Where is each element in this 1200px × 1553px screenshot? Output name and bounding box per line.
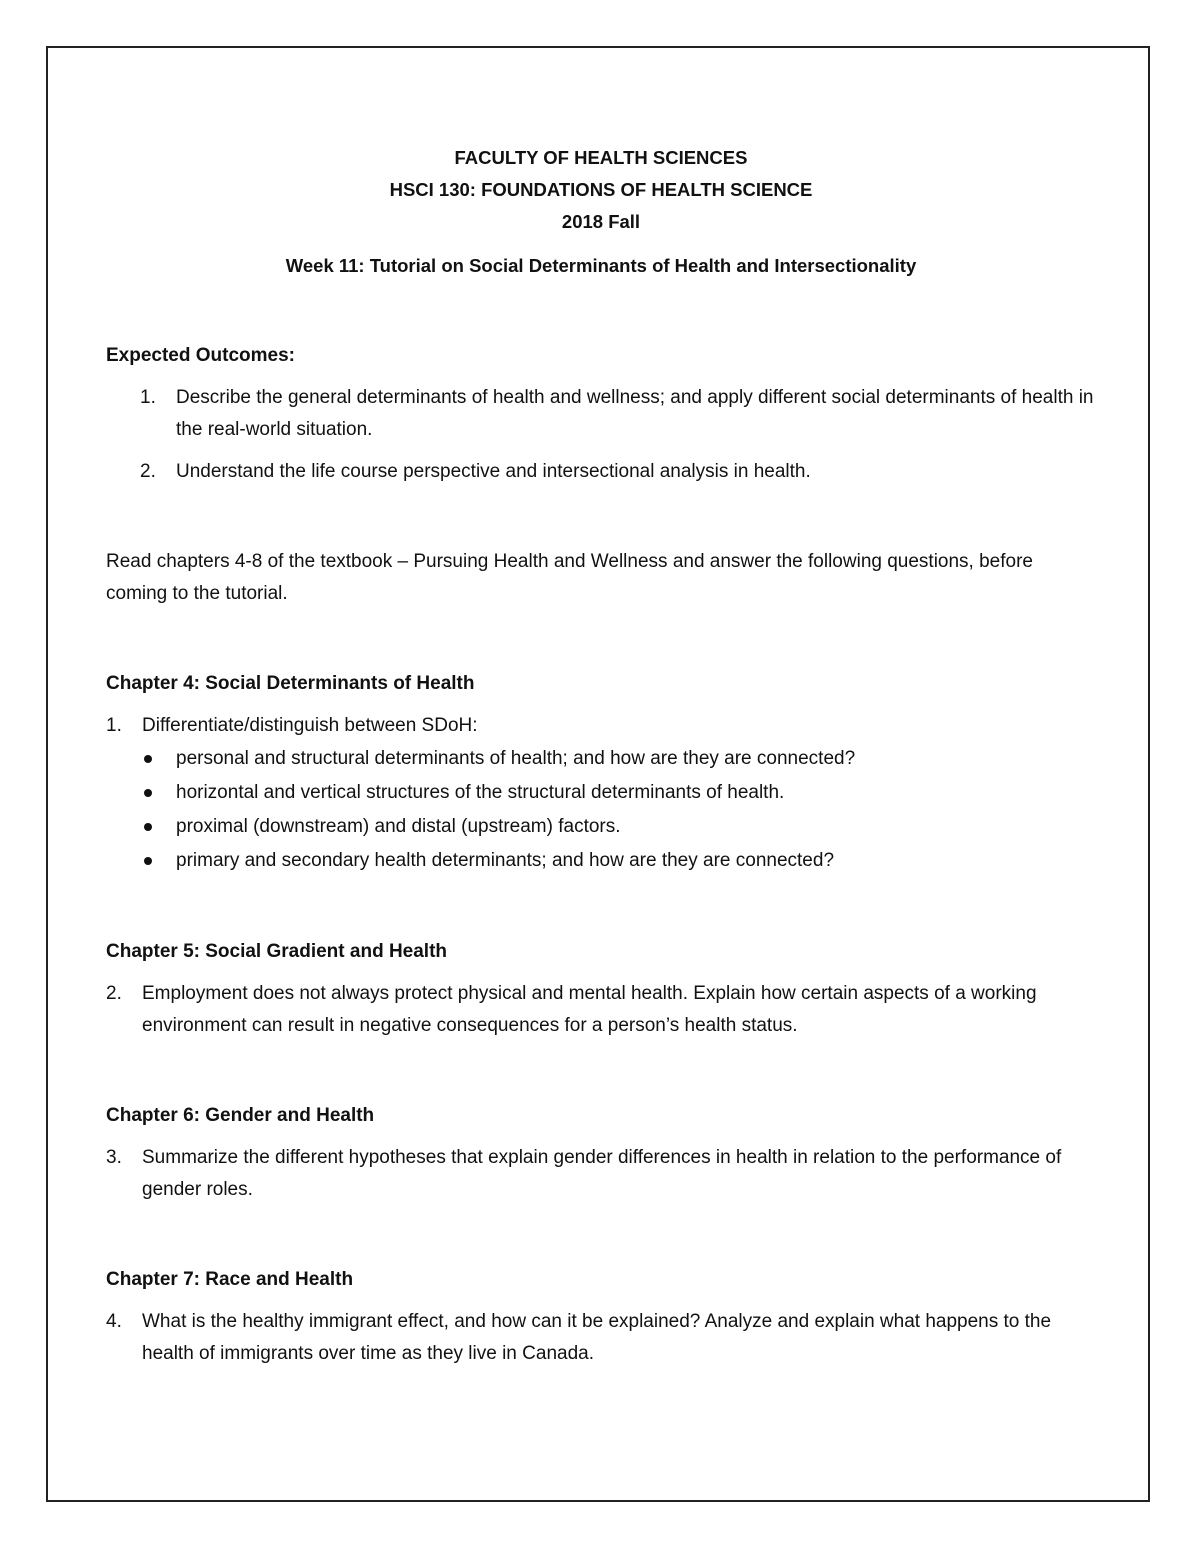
bullet-text: personal and structural determinants of health; and how are they are connected? [176, 748, 856, 769]
question-number: 2. [106, 983, 122, 1004]
list-item [106, 742, 1096, 776]
question-4 [106, 1306, 1096, 1370]
question-text: Summarize the different hypotheses that explain gender differences in health in relation to the performance of gender roles. [142, 1147, 1062, 1200]
bullet-icon [144, 755, 152, 763]
question-3 [106, 1142, 1096, 1206]
week-title: Week 11: Tutorial on Social Determinants of Health and Intersectionality [285, 255, 917, 276]
chapter-6-heading: Chapter 6: Gender and Health [106, 1105, 375, 1126]
bullet-icon [144, 857, 152, 865]
course-title: HSCI 130: FOUNDATIONS OF HEALTH SCIENCE [389, 179, 813, 200]
question-text: What is the healthy immigrant effect, and how can it be explained? Analyze and explain what happens to the health of immigrants over time as they live in Canada. [142, 1311, 1052, 1364]
chapter-4-heading: Chapter 4: Social Determinants of Health [106, 673, 475, 694]
chapter-7-heading: Chapter 7: Race and Health [106, 1269, 354, 1290]
instructions-paragraph: Read chapters 4-8 of the textbook – Pursuing Health and Wellness and answer the following questions, before coming to the tutorial. [106, 551, 1033, 604]
term: 2018 Fall [561, 211, 641, 232]
list-number: 2. [140, 461, 156, 482]
list-item [106, 776, 1096, 810]
question-number: 3. [106, 1147, 122, 1168]
list-item [106, 844, 1096, 878]
document-body [106, 142, 1096, 1370]
list-item [106, 456, 1096, 488]
question-text: Employment does not always protect physical and mental health. Explain how certain aspects of a working environment can result in negative consequences for a person’s health status. [142, 983, 1037, 1036]
bullet-text: primary and secondary health determinants; and how are they are connected? [176, 850, 835, 871]
list-item [106, 810, 1096, 844]
faculty-title: FACULTY OF HEALTH SCIENCES [454, 147, 748, 168]
bullet-text: horizontal and vertical structures of the structural determinants of health. [176, 782, 785, 803]
list-item [106, 382, 1096, 446]
sdoh-bullet-list [106, 742, 1096, 878]
bullet-icon [144, 823, 152, 831]
outcome-text: Describe the general determinants of health and wellness; and apply different social determinants of health in the real-world situation. [176, 387, 1094, 440]
question-text: Differentiate/distinguish between SDoH: [142, 715, 478, 736]
outcome-text: Understand the life course perspective and intersectional analysis in health. [176, 461, 811, 482]
expected-outcomes-heading: Expected Outcomes: [106, 345, 295, 366]
question-1 [106, 710, 1096, 742]
chapter-5-heading: Chapter 5: Social Gradient and Health [106, 941, 448, 962]
question-2 [106, 978, 1096, 1042]
bullet-icon [144, 789, 152, 797]
question-number: 4. [106, 1311, 122, 1332]
list-number: 1. [140, 387, 156, 408]
question-number: 1. [106, 715, 122, 736]
outcomes-list [106, 382, 1096, 488]
bullet-text: proximal (downstream) and distal (upstream) factors. [176, 816, 621, 837]
